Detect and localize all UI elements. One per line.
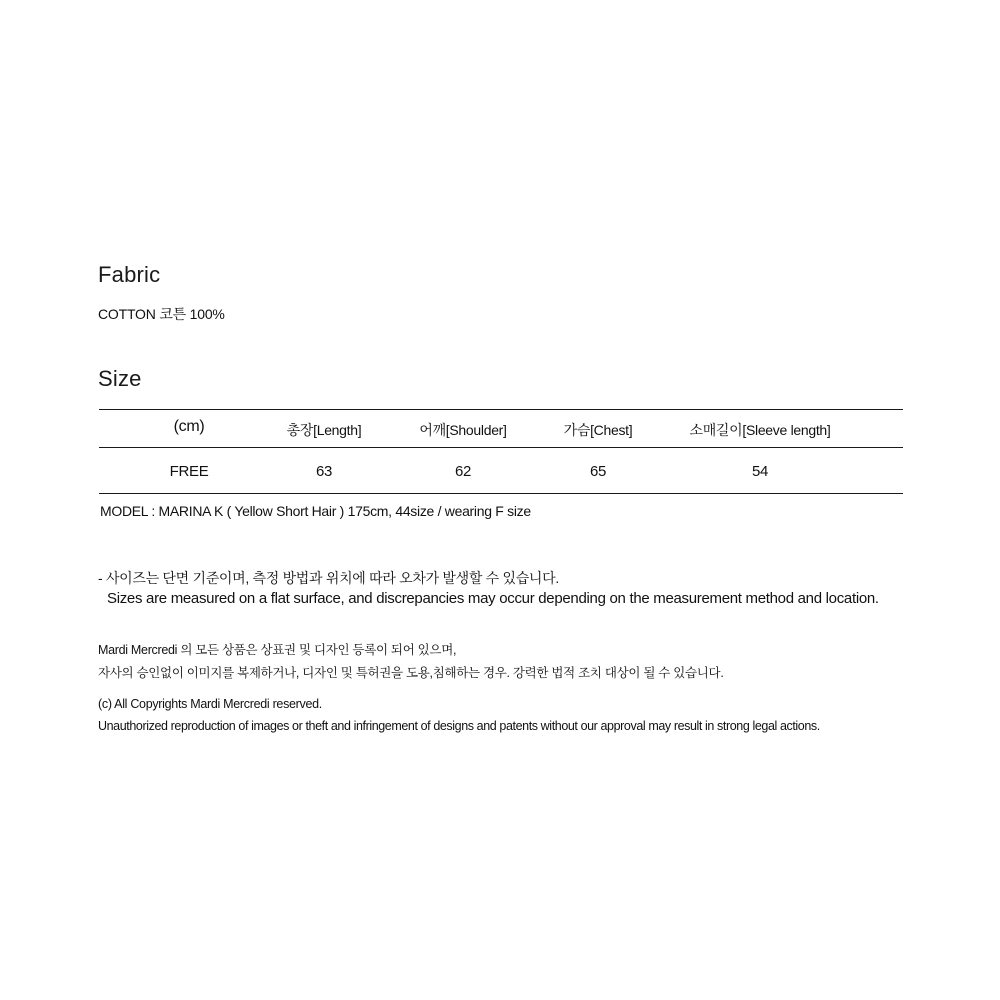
header-shoulder: 어깨[Shoulder] <box>419 422 507 438</box>
fabric-heading: Fabric <box>98 262 161 287</box>
size-heading: Size <box>98 366 142 391</box>
cell-chest: 65 <box>589 463 607 480</box>
measure-note-korean: - 사이즈는 단면 기준이며, 측정 방법과 위치에 따라 오차가 발생할 수 있습니다. <box>98 570 559 586</box>
table-top-rule <box>99 409 903 410</box>
copyright-english-line-2: Unauthorized reproduction of images or theft and infringement of designs and patents without our approval may result in strong legal actions. <box>98 719 820 733</box>
table-bottom-rule <box>99 493 903 494</box>
measure-note-english: Sizes are measured on a flat surface, and discrepancies may occur depending on the measurement method and location. <box>107 590 879 607</box>
copyright-korean-line-2: 자사의 승인없이 이미지를 복제하거나, 디자인 및 특허권을 도용,침해하는 경우. 강력한 법적 조치 대상이 될 수 있습니다. <box>98 666 724 680</box>
cell-size-label: FREE <box>169 463 209 480</box>
cell-sleeve-length: 54 <box>751 463 769 480</box>
model-info: MODEL : MARINA K ( Yellow Short Hair ) 175cm, 44size / wearing F size <box>100 503 531 519</box>
cell-shoulder: 62 <box>454 463 472 480</box>
header-unit: (cm) <box>173 418 205 435</box>
header-length: 총장[Length] <box>286 422 362 438</box>
cell-length: 63 <box>315 463 333 480</box>
header-sleeve-length: 소매길이[Sleeve length] <box>689 422 831 438</box>
copyright-english-line-1: (c) All Copyrights Mardi Mercredi reserved. <box>98 697 322 711</box>
fabric-composition: COTTON 코튼 100% <box>98 306 225 322</box>
copyright-korean-line-1: Mardi Mercredi 의 모든 상품은 상표권 및 디자인 등록이 되어 있으며, <box>98 643 457 657</box>
table-header-rule <box>99 447 903 448</box>
header-chest: 가슴[Chest] <box>563 422 633 438</box>
